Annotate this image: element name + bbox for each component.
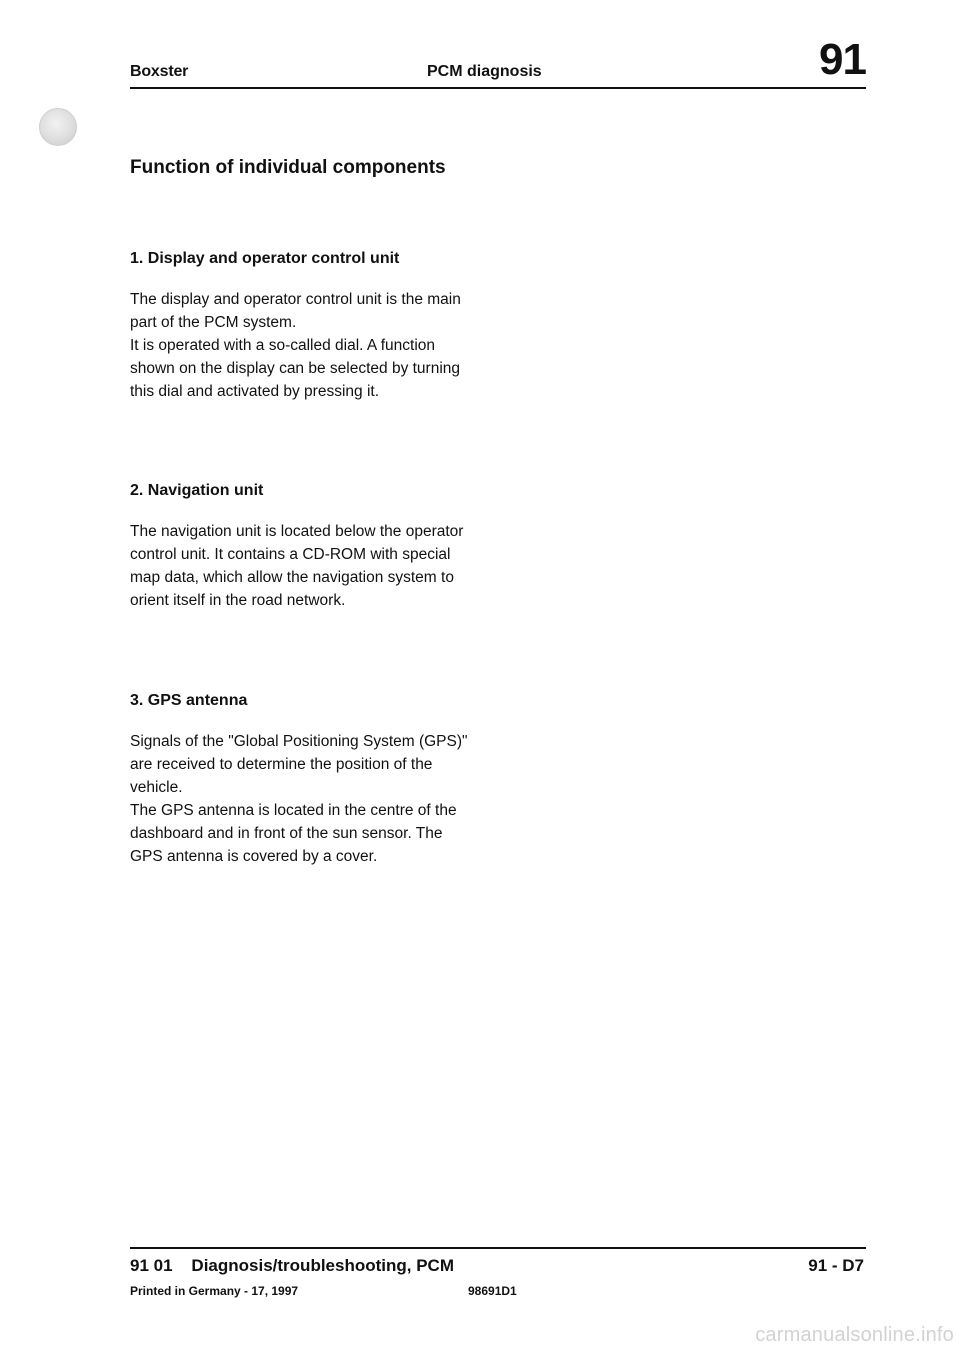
section-body [130, 288, 475, 403]
paragraph: The GPS antenna is located in the centre of the dashboard and in front of the sun sensor. The GPS antenna is covered by a cover. [130, 802, 457, 865]
section-navigation-unit [130, 482, 475, 612]
page-heading: Function of individual components [130, 157, 446, 178]
section-heading: 3. GPS antenna [130, 692, 248, 709]
paragraph: The navigation unit is located below the operator control unit. It contains a CD-ROM with special map data, which allow the navigation system to orient itself in the road network. [130, 523, 464, 609]
section-body [130, 520, 475, 612]
paragraph: It is operated with a so-called dial. A function shown on the display can be selected by turning this dial and activated by pressing it. [130, 337, 461, 400]
section-heading: 1. Display and operator control unit [130, 250, 400, 267]
paragraph: The display and operator control unit is the main part of the PCM system. [130, 291, 461, 331]
header-model: Boxster [130, 63, 189, 80]
punch-hole-icon [39, 108, 77, 146]
section-body [130, 730, 475, 868]
section-display-unit [130, 250, 475, 403]
header-group-number: 91 [819, 35, 866, 84]
section-heading: 2. Navigation unit [130, 482, 264, 499]
section-gps-antenna [130, 692, 475, 868]
footer-section-title: 91 01 Diagnosis/troubleshooting, PCM [130, 1256, 454, 1275]
watermark: carmanualsonline.info [755, 1324, 954, 1346]
header-title: PCM diagnosis [427, 63, 542, 80]
header-rule [130, 87, 866, 89]
footer-printed-info: Printed in Germany - 17, 1997 [130, 1284, 299, 1298]
footer-document-code: 98691D1 [468, 1284, 517, 1298]
footer-rule [130, 1247, 866, 1249]
footer-page-number: 91 - D7 [808, 1256, 864, 1275]
paragraph: Signals of the "Global Positioning System (GPS)" are received to determine the position of the vehicle. [130, 733, 468, 796]
